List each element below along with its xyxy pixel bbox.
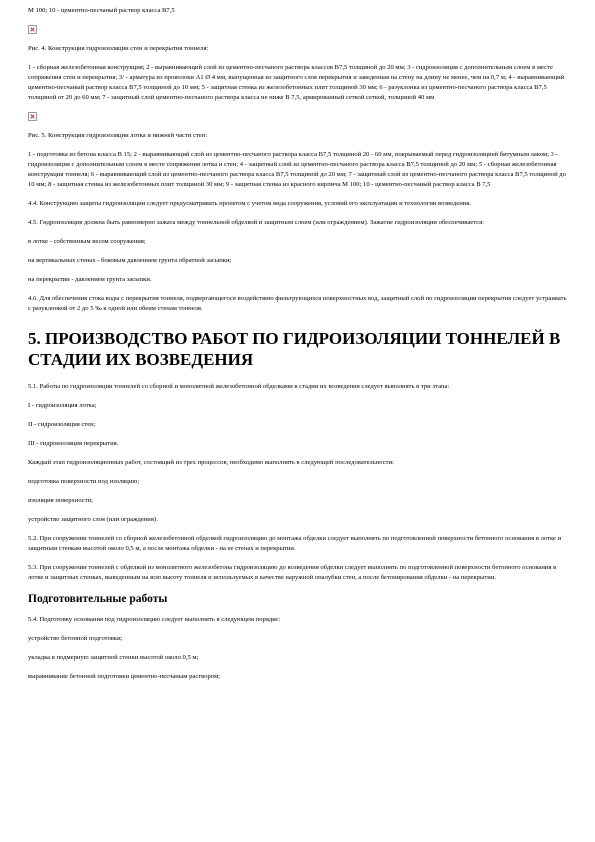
document-page <box>28 6 568 691</box>
paragraph-5-1: 5.1. Работы по гидроизоляции тоннелей со сборной и монолитной железобетонной обделками в стадии их возведения следует выполнять в три этапа: <box>28 383 450 390</box>
list-item: укладка в подмерную защитной стенки высотой около 0,5 м; <box>28 654 199 661</box>
list-item: подготовка поверхности под изоляцию; <box>28 478 140 485</box>
list-item: на вертикальных стенах - боковым давлением грунта обратной засыпки; <box>28 257 232 264</box>
list-item: выравнивание бетонной подготовки цементно-песчаным раствором; <box>28 673 220 680</box>
paragraph-5-2: 5.2. При сооружении тоннелей со сборной железобетонной обделкой гидроизоляцию до монтажа обделки следует выполнять по подготовленной поверхности бетонного основания в лотке и защитным стенкам высотой около 0,5 м, а после монтажа обделки - на ее стенах и перекрытии. <box>28 535 562 552</box>
section-heading: 5. ПРОИЗВОДСТВО РАБОТ ПО ГИДРОИЗОЛЯЦИИ ТОННЕЛЕЙ В СТАДИИ ИХ ВОЗВЕДЕНИЯ <box>28 329 561 369</box>
list-item: I - гидроизоляция лотка; <box>28 402 97 409</box>
broken-image-icon <box>28 112 37 121</box>
list-item: II - гидроизоляция стен; <box>28 421 96 428</box>
broken-image-icon <box>28 25 37 34</box>
paragraph-4-6: 4.6. Для обеспечения стока воды с перекрытия тоннеля, подвергающегося воздействию фильтрующихся поверхностных вод, защитный слой по гидроизоляции перекрытия следует устраивать с разуклонкой от 2 до 5 ‰ к одной или обеим стенам тоннеля. <box>28 295 567 312</box>
top-note: М 100; 10 - цементно-песчаный раствор класса В7,5 <box>28 7 175 14</box>
list-item: устройство защитного слоя (или ограждения). <box>28 516 158 523</box>
paragraph-5-4: 5.4. Подготовку основания под гидроизоляцию следует выполнять в следующем порядке: <box>28 616 281 623</box>
list-item: в лотке - собственным весом сооружения; <box>28 238 146 245</box>
paragraph-4-5: 4.5. Гидроизоляция должна быть равномерно зажата между тоннельной обделкой и защитным слоем (или ограждением). Зажатие гидроизоляции обеспечивается: <box>28 219 484 226</box>
figure-4-caption: Рис. 4. Конструкция гидроизоляции стен и перекрытия тоннеля: <box>28 45 209 52</box>
stage-processes-intro: Каждый этап гидроизоляционных работ, состоящий из трех процессов, необходимо выполнять в следующей последовательности: <box>28 459 394 466</box>
list-item: изоляция поверхности; <box>28 497 93 504</box>
paragraph-5-3: 5.3. При сооружении тоннелей с обделкой из монолитного железобетона гидроизоляцию до возведения обделки следует выполнять по подготовленной поверхности бетонного основания в лотке и защитных стенках, выведенным на всю высоту тоннеля и используемых в качестве наружной опалубки стен, а после бетонирования обделки - на перекрытии. <box>28 564 557 581</box>
figure-4-legend: 1 - сборная железобетонная конструкция; 2 - выравнивающий слой из цементно-песчаного раствора классов В7,5 толщиной до 20 мм; 3 - гидроизоляция с дополнительным слоем в месте сопряжения стен и перекрытия; 3/ - арматура из проволоки А1 Ø 4 мм, выпущенная из защитного слоя перекрытия и заведенная на стену на длину не менее, чем на 0,7 м; 4 - выравнивающий цементно-песчаный раствор класса В7,5 толщиной до 10 мм; 5 - защитная стенка из железобетонных плит толщиной 30 мм; 6 - разуклонка из цементно-песчаного раствора класса В7,5 толщиной от 20 до 60 мм; 7 - защитный слой цементно-песчаного раствора класса не ниже В 7,5, армированный сеткой сеткой, толщиной 40 мм <box>28 64 565 101</box>
list-item: III - гидроизоляция перекрытия. <box>28 440 119 447</box>
figure-5-caption: Рис. 5. Конструкция гидроизоляции лотка и нижней части стен: <box>28 132 208 139</box>
paragraph-4-4: 4.4. Конструкцию защиты гидроизоляции следует предусматривать проектом с учетом вида сооружения, условий его эксплуатации и технологии возведения. <box>28 200 471 207</box>
subsection-heading: Подготовительные работы <box>28 593 168 605</box>
figure-5-legend: 1 - подготовка из бетона класса В 15; 2 - выравнивающий слой из цементно-песчаного раствора класса В7,5 толщиной 20 - 60 мм, покрываемый перед гидроизоляцией битумным лаком; 3 - гидроизоляция с дополнительным слоем в месте сопряжения лотка и стен; 4 - защитный слой из цементно-песчаного раствора класса В7,5 толщиной до 20 мм; 5 - сборная железобетонная конструкция тоннеля; 6 - выравнивающий слой из цементно-песчаного раствора класса В7,5 толщиной до 20 мм; 7 - защитный слой из цементно-песчаного раствора класса В7,5 толщиной до 10 мм; 8 - защитная стенка из железобетонных плит толщиной 30 мм; 9 - защитная стенка из красного кирпича М 100; 10 - цементно-песчаный раствор класса В 7,5 <box>28 151 566 188</box>
list-item: на перекрытии - давлением грунта засыпки. <box>28 276 152 283</box>
list-item: устройство бетонной подготовки; <box>28 635 123 642</box>
